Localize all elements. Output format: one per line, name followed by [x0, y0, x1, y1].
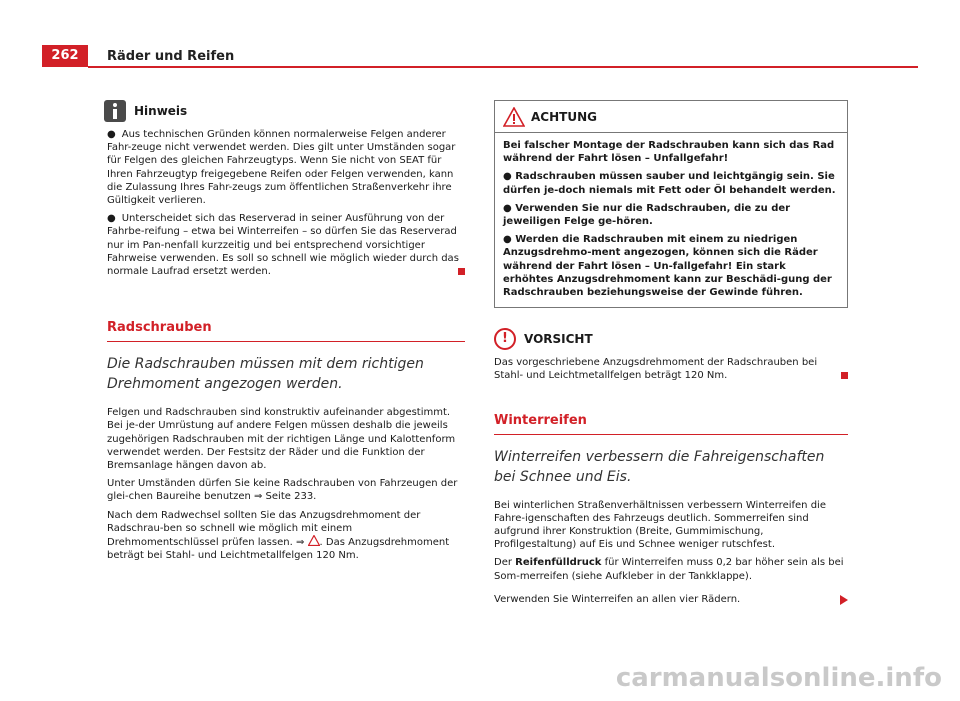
hinweis-bullet-2: [107, 212, 465, 278]
winterreifen-para-2b: für Winterreifen muss 0,2 bar höher sein als bei Som-merreifen (siehe Aufkleber in der Tankklappe).: [494, 557, 844, 582]
bullet-dot: ●: [107, 213, 116, 225]
end-marker-icon: [841, 372, 848, 379]
right-column: [494, 100, 848, 611]
bullet-dot: ●: [503, 234, 512, 246]
achtung-box: [494, 100, 848, 308]
bullet-dot: ●: [503, 202, 512, 214]
achtung-text-1: Radschrauben müssen sauber und leichtgängig sein. Sie dürfen je-doch niemals mit Fett oder Öl behandelt werden.: [503, 171, 836, 196]
hinweis-text-1: Aus technischen Gründen können normalerweise Felgen anderer Fahr-zeuge nicht verwendet werden. Dies gilt unter Umständen sogar für Felgen des gleichen Fahrzeugtyps. Wenn Sie nicht von SEAT für Ihren Fahrzeugtyp freigegebene Reifen oder Felgen verwenden, kann die Zulassung Ihres Fahr-zeugs zum öffentlichen Straßenverkehr ihre Gültigkeit verlieren.: [107, 129, 456, 207]
chapter-title: Räder und Reifen: [107, 49, 235, 64]
achtung-bullet-2: [503, 202, 839, 228]
vorsicht-block: [494, 328, 848, 382]
winterreifen-para-3-block: [494, 593, 848, 606]
vorsicht-text: Das vorgeschriebene Anzugsdrehmoment der Radschrauben bei Stahl- und Leichtmetallfelgen beträgt 120 Nm.: [494, 357, 818, 382]
achtung-intro: Bei falscher Montage der Radschrauben kann sich das Rad während der Fahrt lösen – Unfallgefahr!: [503, 140, 835, 165]
vorsicht-header: [494, 328, 848, 350]
radschrauben-heading: Radschrauben: [107, 320, 465, 342]
caution-icon: !: [494, 328, 516, 350]
radschrauben-para-1: Felgen und Radschrauben sind konstruktiv aufeinander abgestimmt. Bei je-der Umrüstung auf andere Felgen müssen deshalb die jeweils zugehörigen Radschrauben mit der richtigen Länge und Kalottenform verwendet werden. Der Festsitz der Räder und die Funktion der Bremsanlage hängen davon ab.: [107, 407, 456, 472]
radschrauben-para-3a: Nach dem Radwechsel sollten Sie das Anzugsdrehmoment der Radschrau-ben so schnell wie möglich mit einem Drehmomentschlüssel prüfen lassen. ⇒: [107, 509, 421, 549]
achtung-bullet-3: [503, 233, 839, 299]
winterreifen-para-3: Verwenden Sie Winterreifen an allen vier Rädern.: [494, 593, 741, 605]
winterreifen-para-2: [494, 556, 848, 582]
page-number: 262: [42, 45, 88, 67]
winterreifen-para-2a: Der: [494, 557, 516, 569]
vorsicht-text-block: [494, 356, 848, 382]
warning-triangle-icon: [503, 107, 525, 127]
hinweis-text-2: Unterscheidet sich das Reserverad in seiner Ausführung von der Fahrbe-reifung – etwa bei Winterreifen – so dürfen Sie das Reserverad nur im Pan-nenfall kurzzeitig und bei entsprechend vorsichtiger Fahrweise verwenden. Es soll so schnell wie möglich wieder durch das normale Laufrad ersetzt werden.: [107, 213, 459, 278]
hinweis-header: [104, 100, 465, 122]
achtung-title: ACHTUNG: [531, 110, 597, 124]
radschrauben-para-3: [107, 509, 465, 563]
achtung-body: [495, 133, 847, 307]
reifenfuelldruck-term: Reifenfülldruck: [515, 557, 602, 569]
winterreifen-subtitle: Winterreifen verbessern die Fahreigenschaften bei Schnee und Eis.: [494, 448, 825, 485]
left-column: [107, 100, 465, 567]
radschrauben-para-2: Unter Umständen dürfen Sie keine Radschrauben von Fahrzeugen der glei-chen Baureihe benutzen ⇒ Seite 233.: [107, 478, 458, 503]
info-icon: [104, 100, 126, 122]
achtung-bullet-1: [503, 170, 839, 196]
vorsicht-title: VORSICHT: [524, 332, 593, 347]
watermark: carmanualsonline.info: [615, 663, 942, 693]
end-marker-icon: [458, 268, 465, 275]
continue-arrow-icon: [840, 595, 848, 605]
radschrauben-subtitle: Die Radschrauben müssen mit dem richtigen Drehmoment angezogen werden.: [107, 356, 424, 393]
radschrauben-para-3b: . Das Anzugsdrehmoment beträgt bei Stahl- und Leichtmetallfelgen 120 Nm.: [107, 537, 450, 562]
achtung-header: [495, 101, 847, 133]
hinweis-title: Hinweis: [134, 104, 188, 118]
bullet-dot: ●: [107, 129, 116, 140]
hinweis-bullet-1: [107, 128, 465, 207]
achtung-text-2: Verwenden Sie nur die Radschrauben, die zu der jeweiligen Felge ge-hören.: [503, 202, 791, 228]
achtung-text-3: Werden die Radschrauben mit einem zu niedrigen Anzugsdrehmo-ment angezogen, können sich die Räder während der Fahrt lösen – Un-fallgefahr! Ein stark erhöhtes Anzugsdrehmoment kann zur Beschädi-gung der Radschrauben beziehungsweise der Gewinde führen.: [503, 234, 832, 299]
bullet-dot: ●: [503, 171, 512, 183]
winterreifen-heading: Winterreifen: [494, 413, 848, 435]
warning-triangle-icon[interactable]: [308, 535, 320, 546]
header-rule: [88, 66, 918, 68]
winterreifen-para-1: Bei winterlichen Straßenverhältnissen verbessern Winterreifen die Fahre-igenschaften des Fahrzeugs deutlich. Sommerreifen sind aufgrund ihrer Konstruktion (Breite, Gummimischung, Profilgestaltung) auf Eis und Schnee weniger rutschfest.: [494, 499, 826, 551]
